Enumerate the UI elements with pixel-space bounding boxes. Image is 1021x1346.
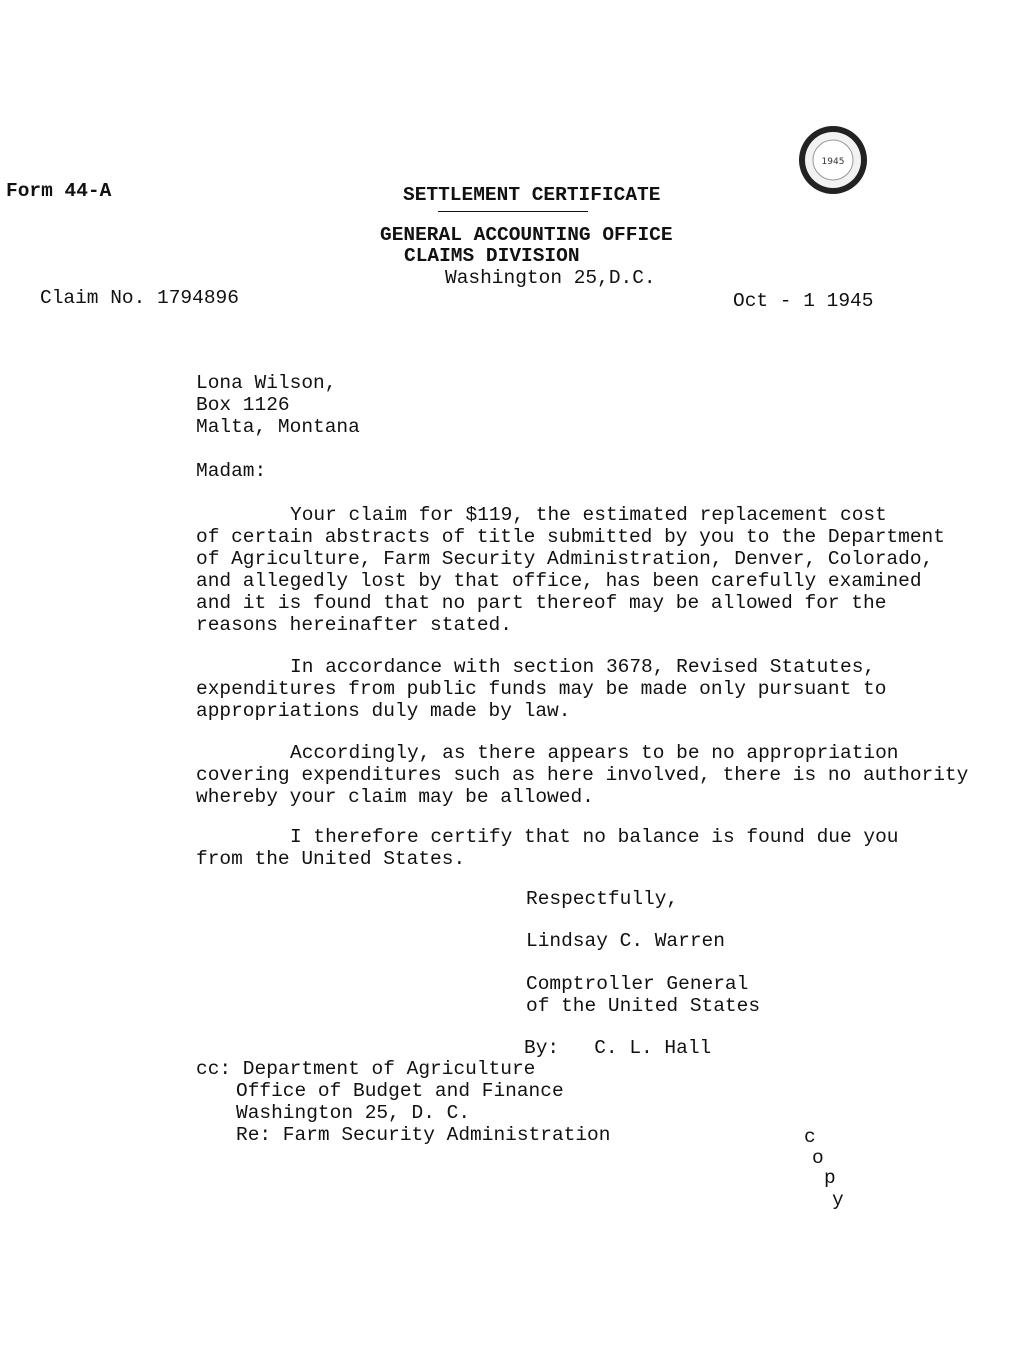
division-name: CLAIMS DIVISION [404,245,580,267]
copy-mark-y: y [832,1189,844,1211]
body-line: from the United States. [196,848,466,870]
signer-title-line2: of the United States [526,995,761,1017]
signer-title-line1: Comptroller General [526,973,749,995]
copy-mark-p: p [824,1167,836,1189]
salutation: Madam: [196,460,267,482]
office-city: Washington 25,D.C. [445,267,656,289]
body-line: reasons hereinafter stated. [196,614,512,636]
body-line: whereby your claim may be allowed. [196,786,594,808]
addressee-city: Malta, Montana [196,416,360,438]
cc-line1: cc: Department of Agriculture [196,1058,536,1080]
cc-line3: Washington 25, D. C. [236,1102,471,1124]
body-line: of certain abstracts of title submitted by you to the Department [196,526,945,548]
body-line: Accordingly, as there appears to be no appropriation [290,742,899,764]
addressee-name: Lona Wilson, [196,372,337,394]
body-line: and allegedly lost by that office, has been carefully examined [196,570,922,592]
document-title: SETTLEMENT CERTIFICATE [403,184,661,206]
copy-mark-c: c [804,1126,816,1148]
claim-date: Oct - 1 1945 [733,290,874,312]
svg-text:1945: 1945 [821,157,845,167]
closing-phrase: Respectfully, [526,888,679,910]
body-line: expenditures from public funds may be made only pursuant to [196,678,887,700]
body-line: appropriations duly made by law. [196,700,571,722]
body-line: I therefore certify that no balance is found due you [290,826,899,848]
body-line: Your claim for $119, the estimated replacement cost [290,504,887,526]
addressee-box: Box 1126 [196,394,290,416]
body-line: and it is found that no part thereof may be allowed for the [196,592,887,614]
body-line: covering expenditures such as here involved, there is no authority [196,764,969,786]
copy-mark-o: o [812,1147,824,1169]
claim-number: Claim No. 1794896 [40,287,239,309]
body-line: of Agriculture, Farm Security Administration, Denver, Colorado, [196,548,934,570]
library-stamp-icon [797,124,869,196]
cc-line2: Office of Budget and Finance [236,1080,564,1102]
cc-line4: Re: Farm Security Administration [236,1124,611,1146]
signer-name: Lindsay C. Warren [526,930,725,952]
form-number: Form 44-A [6,180,112,202]
title-underline [438,211,588,212]
body-line: In accordance with section 3678, Revised Statutes, [290,656,876,678]
office-name: GENERAL ACCOUNTING OFFICE [380,224,673,246]
signed-by: By: C. L. Hall [524,1037,712,1059]
